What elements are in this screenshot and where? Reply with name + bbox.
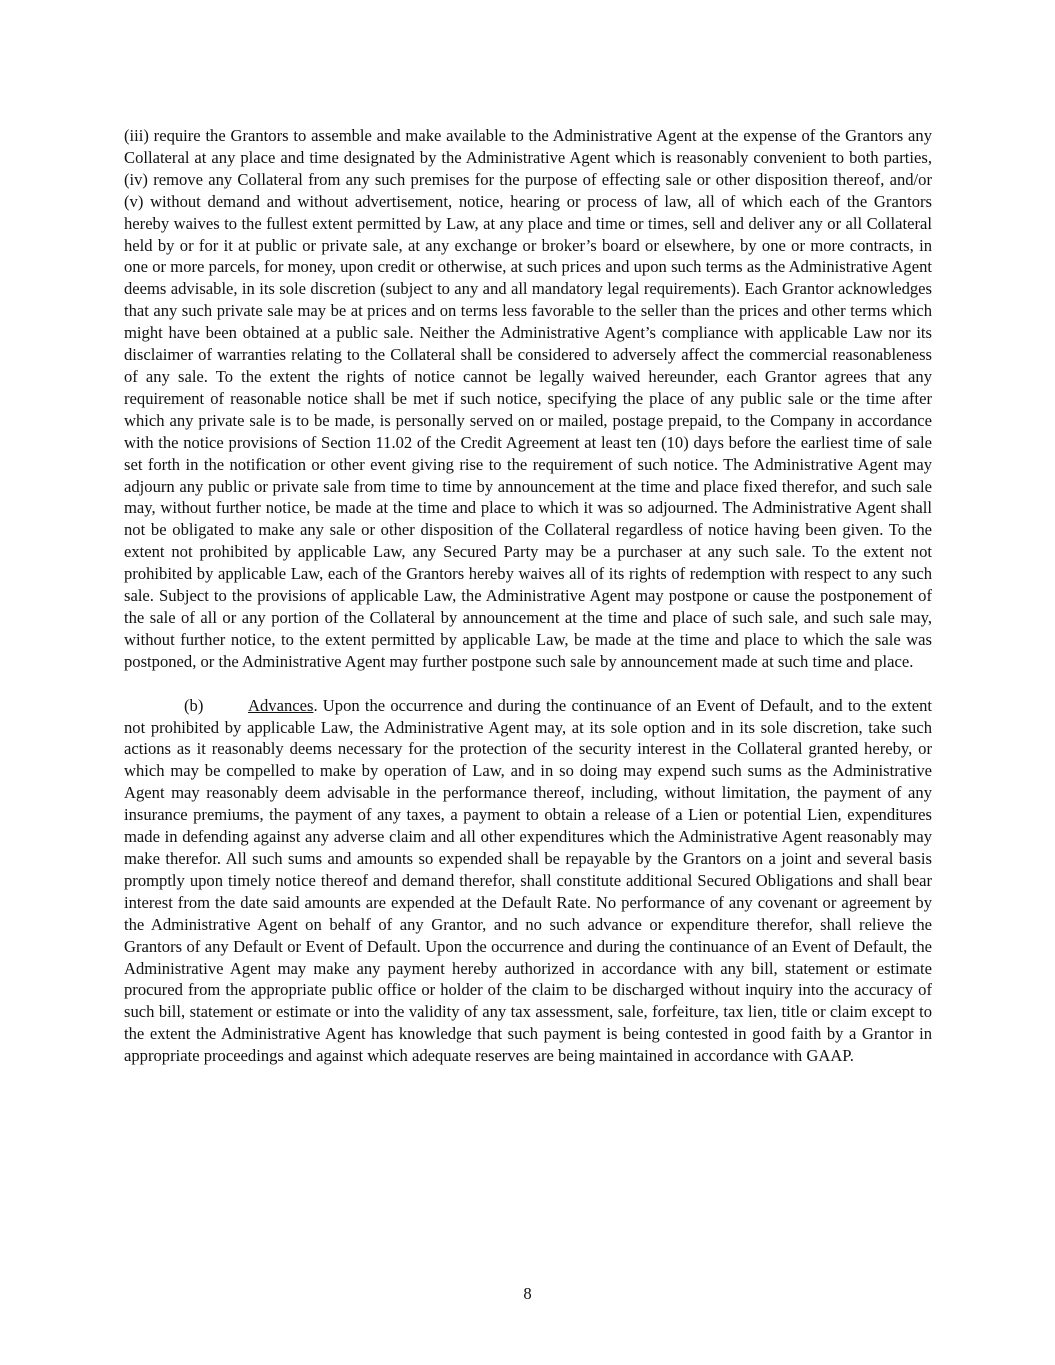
section-heading-advances: Advances [248,695,314,715]
paragraph-advances [124,695,932,1067]
page-number: 8 [523,1284,532,1303]
clause-number: (b) [184,695,204,715]
advances-body-text: Upon the occurrence and during the continuance of an Event of Default, and to the extent not prohibited by applicable Law, the Administrative Agent may, at its sole option and in its sole discretion, take such actions as it reasonably deems necessary for the protection of the security interest in the Collateral granted hereby, or which may be compelled to make by operation of Law, and in so doing may expend such sums as the Administrative Agent may reasonably deem advisable in the performance thereof, including, without limitation, the payment of any insurance premiums, the payment of any taxes, a payment to obtain a release of a Lien or potential Lien, expenditures made in defending against any adverse claim and all other expenditures which the Administrative Agent reasonably may make therefor. All such sums and amounts so expended shall be repayable by the Grantors on a joint and several basis promptly upon timely notice thereof and demand therefor, shall constitute additional Secured Obligations and shall bear interest from the date said amounts are expended at the Default Rate. No performance of any covenant or agreement by the Administrative Agent on behalf of any Grantor, and no such advance or expenditure therefor, shall relieve the Grantors of any Default or Event of Default. Upon the occurrence and during the continuance of an Event of Default, the Administrative Agent may make any payment hereby authorized in accordance with any bill, statement or estimate procured from the appropriate public office or holder of the claim to be discharged without inquiry into the accuracy of such bill, statement or estimate or into the validity of any tax assessment, sale, forfeiture, tax lien, title or claim except to the extent the Administrative Agent has knowledge that such payment is being contested in good faith by a Grantor in appropriate proceedings and against which adequate reserves are being maintained in accordance with GAAP. [124,695,932,1066]
paragraph-remedies-continued: (iii) require the Grantors to assemble and make available to the Administrative Agent at the expense of the Grantors any Collateral at any place and time designated by the Administrative Agent which is reasonably convenient to both parties, (iv) remove any Collateral from any such premises for the purpose of effecting sale or other disposition thereof, and/or (v) without demand and without advertisement, notice, hearing or process of law, all of which each of the Grantors hereby waives to the fullest extent permitted by Law, at any place and time or times, sell and deliver any or all Collateral held by or for it at public or private sale, at any exchange or broker’s board or elsewhere, by one or more contracts, in one or more parcels, for money, upon credit or otherwise, at such prices and upon such terms as the Administrative Agent deems advisable, in its sole discretion (subject to any and all mandatory legal requirements). Each Grantor acknowledges that any such private sale may be at prices and on terms less favorable to the seller than the prices and other terms which might have been obtained at a public sale. Neither the Administrative Agent’s compliance with applicable Law nor its disclaimer of warranties relating to the Collateral shall be considered to adversely affect the commercial reasonableness of any sale. To the extent the rights of notice cannot be legally waived hereunder, each Grantor agrees that any requirement of reasonable notice shall be met if such notice, specifying the place of any public sale or the time after which any private sale is to be made, is personally served on or mailed, postage prepaid, to the Company in accordance with the notice provisions of Section 11.02 of the Credit Agreement at least ten (10) days before the earliest time of sale set forth in the notification or other event giving rise to the requirement of such notice. The Administrative Agent may adjourn any public or private sale from time to time by announcement at the time and place fixed therefor, and such sale may, without further notice, be made at the time and place to which it was so adjourned. The Administrative Agent shall not be obligated to make any sale or other disposition of the Collateral regardless of notice having been given. To the extent not prohibited by applicable Law, any Secured Party may be a purchaser at any such sale. To the extent not prohibited by applicable Law, each of the Grantors hereby waives all of its rights of redemption with respect to any such sale. Subject to the provisions of applicable Law, the Administrative Agent may postpone or cause the postponement of the sale of all or any portion of the Collateral by announcement at the time and place of such sale, and such sale may, without further notice, to the extent permitted by applicable Law, be made at the time and place to which the sale was postponed, or the Administrative Agent may further postpone such sale by announcement made at such time and place. [124,126,932,671]
heading-punctuation: . [313,695,318,715]
document-body [124,125,932,1067]
